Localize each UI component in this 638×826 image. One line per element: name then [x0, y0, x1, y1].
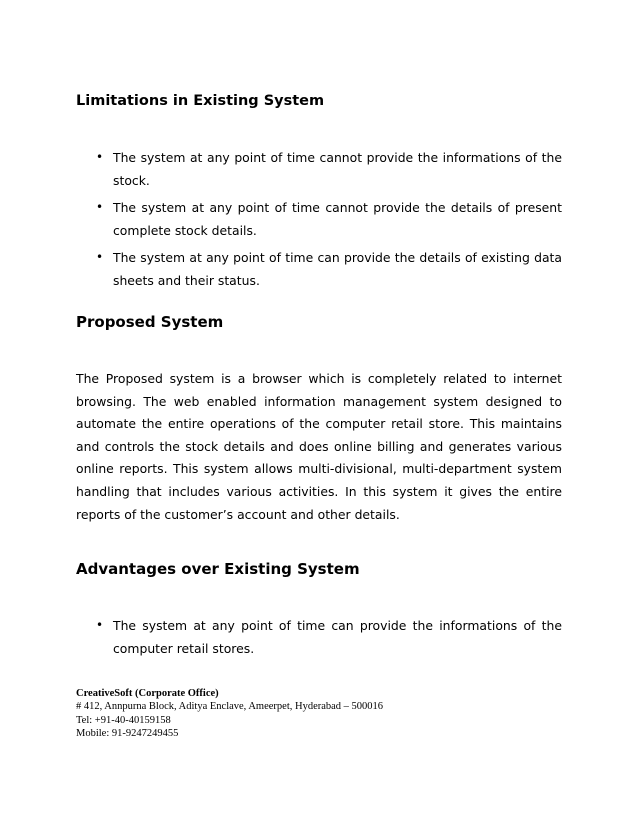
- footer-tel: Tel: +91-40-40159158: [76, 714, 171, 726]
- advantages-heading: Advantages over Existing System: [76, 560, 360, 578]
- footer-mobile: Mobile: 91-9247249455: [76, 728, 179, 740]
- list-item-text: The system at any point of time can provide the details of existing data sheets and their status.: [113, 250, 562, 288]
- list-item-text: The system at any point of time cannot provide the details of present complete stock details.: [113, 200, 562, 238]
- footer-company: CreativeSoft (Corporate Office): [76, 688, 219, 699]
- limitations-list: [76, 146, 562, 296]
- advantages-list: [76, 614, 562, 664]
- list-item: [76, 614, 562, 660]
- bullet-icon: •: [96, 150, 104, 164]
- proposed-paragraph: The Proposed system is a browser which is completely related to internet browsing. The web enabled information management system designed to automate the entire operations of the computer retail store. This maintains and controls the stock details and does online billing and generates various online reports. This system allows multi-divisional, multi-department system handling that includes various activities. In this system it gives the entire reports of the customer’s account and other details.: [76, 371, 562, 522]
- list-item-text: The system at any point of time can provide the informations of the computer retail stores.: [113, 618, 562, 656]
- list-item-text: The system at any point of time cannot provide the informations of the stock.: [113, 150, 562, 188]
- bullet-icon: •: [96, 200, 104, 214]
- list-item: [76, 246, 562, 292]
- limitations-heading: Limitations in Existing System: [76, 93, 325, 109]
- bullet-icon: •: [96, 250, 104, 264]
- list-item: [76, 146, 562, 192]
- proposed-heading: Proposed System: [76, 313, 224, 331]
- list-item: [76, 196, 562, 242]
- page-footer: [76, 687, 556, 741]
- footer-address: # 412, Annpurna Block, Aditya Enclave, Ameerpet, Hyderabad – 500016: [76, 701, 384, 713]
- bullet-icon: •: [96, 618, 104, 632]
